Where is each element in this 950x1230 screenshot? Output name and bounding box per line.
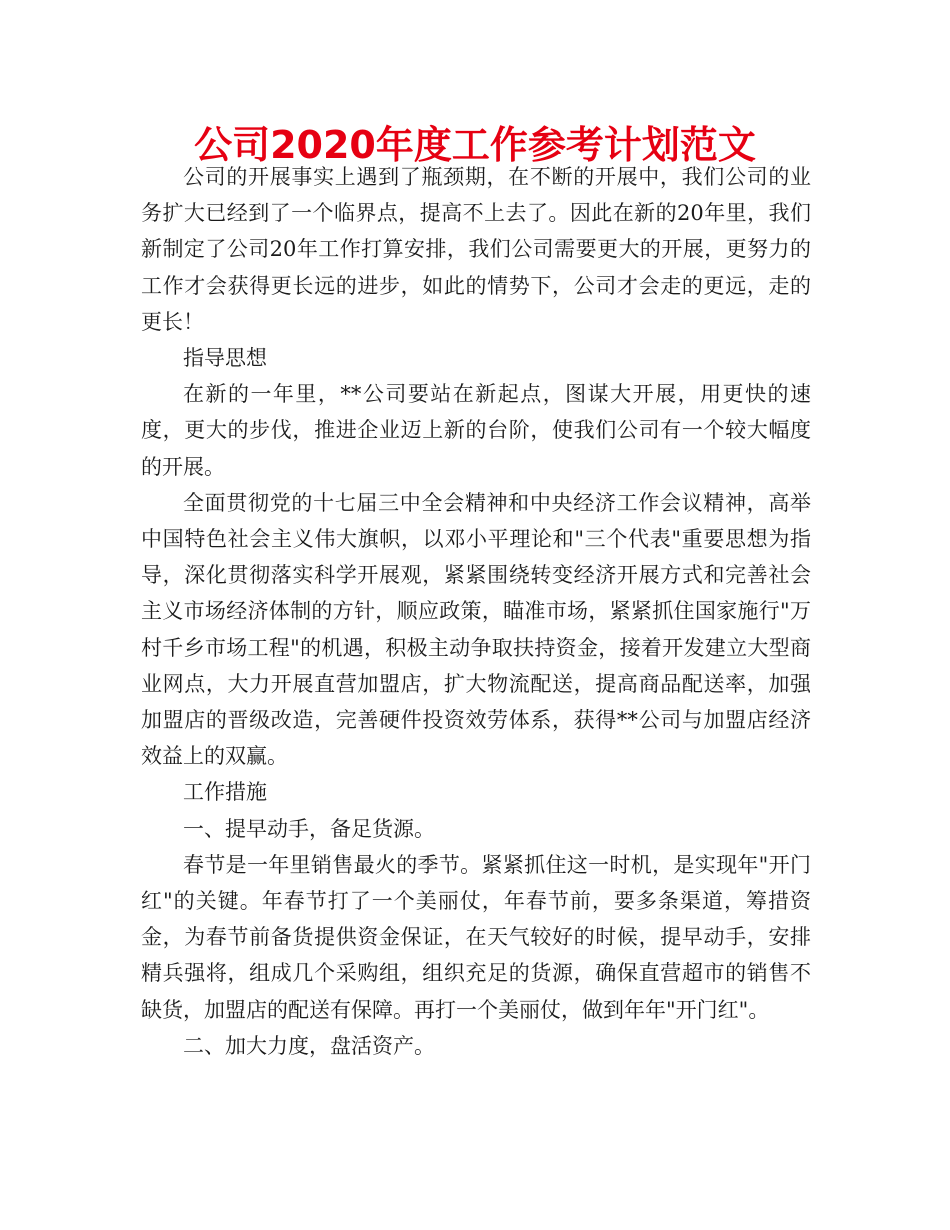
paragraph-intro: 公司的开展事实上遇到了瓶颈期，在不断的开展中，我们公司的业务扩大已经到了一个临界点，提高不上去了。因此在新的20年里，我们新制定了公司20年工作打算安排，我们公司需要更大的开展，更努力的工作才会获得更长远的进步，如此的情势下，公司才会走的更远，走的更长！: [141, 165, 811, 334]
measure-heading-1: 一、提早动手，备足货源。: [183, 816, 435, 841]
document-title: 公司2020年度工作参考计划范文: [194, 123, 756, 167]
document-body: [141, 159, 811, 1064]
measure-heading-2: 二、加大力度，盘活资产。: [183, 1033, 435, 1058]
paragraph-new-year-goal: 在新的一年里，**公司要站在新起点，图谋大开展，用更快的速度，更大的步伐，推进企业迈上新的台阶，使我们公司有一个较大幅度的开展。: [141, 382, 811, 479]
paragraph-policy-guidance: 全面贯彻党的十七届三中全会精神和中央经济工作会议精神，高举中国特色社会主义伟大旗帜，以邓小平理论和"三个代表"重要思想为指导，深化贯彻落实科学开展观，紧紧围绕转变经济开展方式和完善社会主义市场经济体制的方针，顺应政策，瞄准市场，紧紧抓住国家施行"万村千乡市场工程"的机遇，积极主动争取扶持资金，接着开发建立大型商业网点，大力开展直营加盟店，扩大物流配送，提高商品配送率，加强加盟店的晋级改造，完善硬件投资效劳体系，获得**公司与加盟店经济效益上的双赢。: [141, 490, 811, 769]
paragraph-spring-festival: 春节是一年里销售最火的季节。紧紧抓住这一时机，是实现年"开门红"的关键。年春节打了一个美丽仗，年春节前，要多条渠道，筹措资金，为春节前备货提供资金保证，在天气较好的时候，提早动手，安排精兵强将，组成几个采购组，组织充足的货源，确保直营超市的销售不缺货，加盟店的配送有保障。再打一个美丽仗，做到年年"开门红"。: [141, 852, 811, 1022]
section-heading-guiding-ideology: 指导思想: [183, 346, 267, 371]
section-heading-work-measures: 工作措施: [183, 780, 267, 805]
